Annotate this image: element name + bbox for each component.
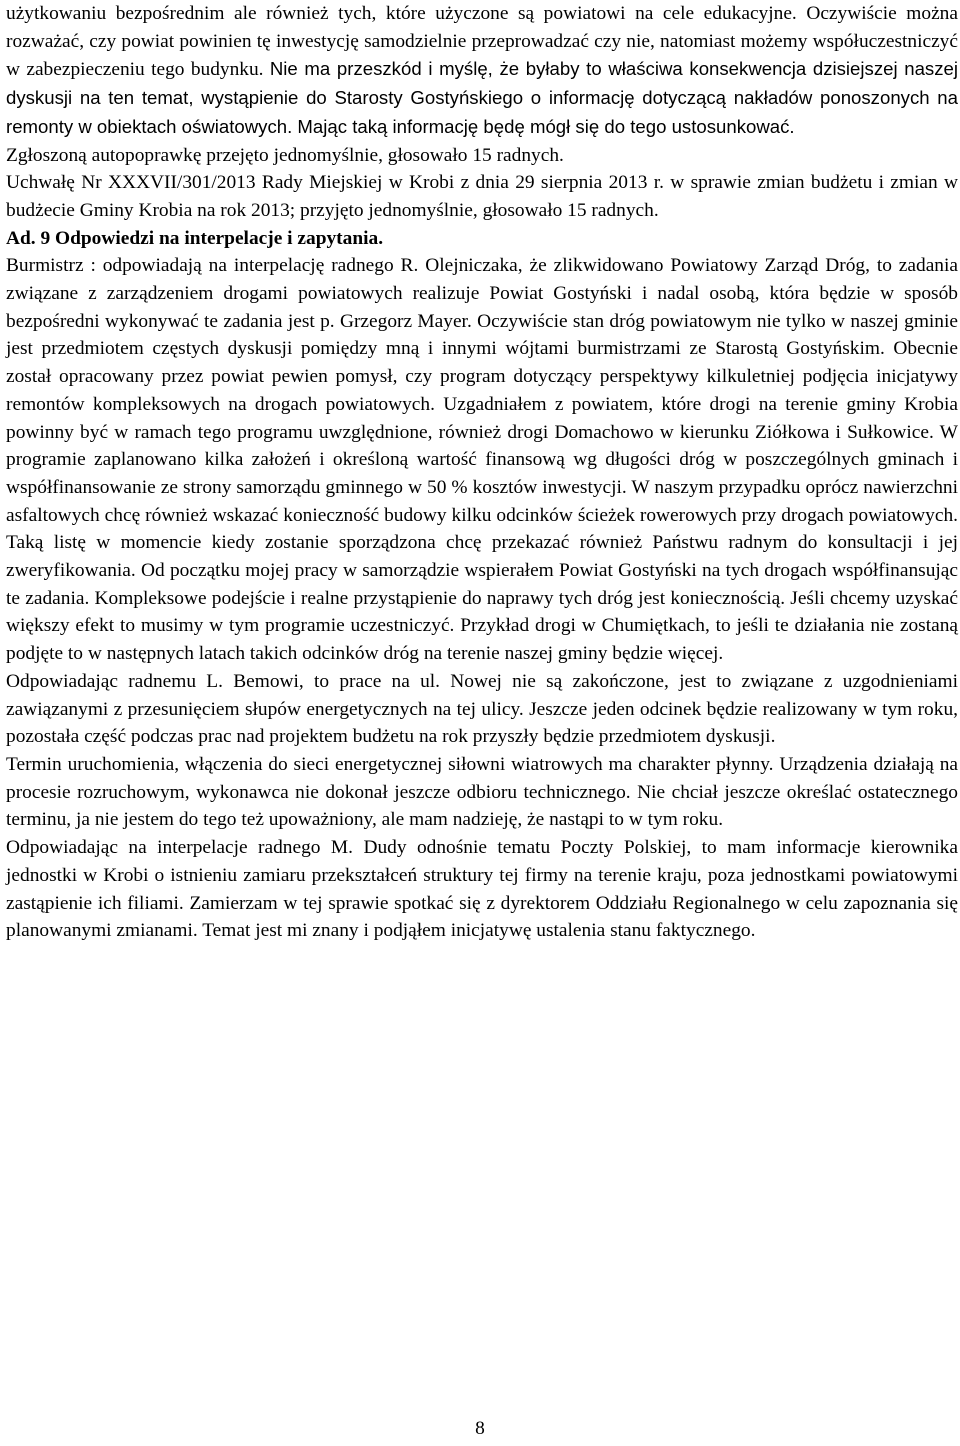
- paragraph-resolution: Uchwałę Nr XXXVII/301/2013 Rady Miejskiej w Krobi z dnia 29 sierpnia 2013 r. w sprawie zmian budżetu i zmian w budżecie Gminy Krobia na rok 2013; przyjęto jednomyślnie, głosowało 15 radnych.: [6, 172, 958, 221]
- section-heading: Ad. 9 Odpowiedzi na interpelacje i zapytania.: [6, 227, 384, 249]
- paragraph-budget-discussion: [6, 0, 958, 142]
- paragraph-post-office-answer: Odpowiadając na interpelacje radnego M. Dudy odnośnie tematu Poczty Polskiej, to mam informacje kierownika jednostki w Krobi o istnieniu zamiaru przekształceń struktury tej firmy na terenie kraju, poza jednostkami powiatowymi zastąpienie ich filiami. Zamierzam w tej sprawie spotkać się z dyrektorem Oddziału Regionalnego w celu zapoznania się planowanymi zmianami. Temat jest mi znany i podjąłem inicjatywę ustalenia stanu faktycznego.: [6, 837, 958, 942]
- page-number: 8: [475, 1418, 485, 1439]
- paragraph-segment-serif: użytkowaniu bezpośrednim ale również tych, które użyczone są powiatowi na cele edukacyjne. Oczywiście można rozważać, czy powiat powinien tę inwestycję samodzielnie przeprowadzać czy nie, natomiast możemy współuczestniczyć w zabezpieczeniu tego budynku.: [6, 3, 958, 81]
- paragraph-autopoprawka-vote: Zgłoszoną autopoprawkę przejęto jednomyślnie, głosowało 15 radnych.: [6, 144, 564, 166]
- document-page: [6, 0, 958, 945]
- paragraph-roads-answer: Burmistrz : odpowiadają na interpelację radnego R. Olejniczaka, że zlikwidowano Powiatowy Zarząd Dróg, to zadania związane z zarządzeniem drogami powiatowych realizuje Powiat Gostyński i nadal osobą, która będzie w sposób bezpośredni wykonywać te zadania jest p. Grzegorz Mayer. Oczywiście stan dróg powiatowym nie tylko w naszej gminie jest przedmiotem częstych dyskusji pomiędzy mną i innymi wójtami burmistrzami ze Starostą Gostyńskim. Obecnie został opracowany przez powiat pewien pomysł, czy program dotyczący perspektywy kilkuletniej podjęcia inicjatywy remontów kompleksowych na drogach powiatowych. Uzgadniałem z powiatem, które drogi na terenie gminy Krobia powinny być w ramach tego programu uwzględnione, również drogi Domachowo w kierunku Ziółkowa i Sułkowice. W programie zaplanowano kilka założeń i określoną wartość finansową wg długości dróg w poszczególnych gminach i współfinansowanie ze strony samorządu gminnego w 50 % kosztów inwestycji. W naszym przypadku oprócz nawierzchni asfaltowych chcę również wskazać konieczność budowy kilku odcinków ścieżek rowerowych przy drogach powiatowych. Taką listę w momencie kiedy zostanie sporządzona chcę przekazać również Państwu radnym do konsultacji i jej zweryfikowania. Od początku mojej pracy w samorządzie wspierałem Powiat Gostyński na tych drogach współfinansując te zadania. Kompleksowe podejście i realne przystąpienie do naprawy tych dróg jest koniecznością. Jeśli chcemy uzyskać większy efekt to musimy w tym programie uczestniczyć. Przykład drogi w Chumiętkach, to jeśli te działania nie zostaną podjęte to w następnych latach takich odcinków dróg na terenie naszej gminy będzie więcej.: [6, 255, 958, 665]
- paragraph-wind-turbines: Termin uruchomienia, włączenia do sieci energetycznej siłowni wiatrowych ma charakter płynny. Urządzenia działają na procesie rozruchowym, wykonawca nie dokonał jeszcze odbioru technicznego. Nie chciał jeszcze określać ostatecznego terminu, ja nie jestem do tego też upoważniony, ale mam nadzieję, że nastąpi to w tym roku.: [6, 753, 958, 831]
- paragraph-nowa-street-answer: Odpowiadając radnemu L. Bemowi, to prace na ul. Nowej nie są zakończone, jest to związane z uzgodnieniami zawiązanymi z przesunięciem słupów energetycznych na tej ulicy. Jeszcze jeden odcinek będzie realizowany w tym roku, pozostała część podczas prac nad projektem budżetu na rok przyszły będzie przedmiotem dyskusji.: [6, 670, 958, 748]
- paragraph-segment-sans: Nie ma przeszkód i myślę, że byłaby to właściwa konsekwencja dzisiejszej naszej dyskusji na ten temat, wystąpienie do Starosty Gostyńskiego o informację dotyczącą nakładów ponoszonych na remonty w obiektach oświatowych. Mając taką informację będę mógł się do tego ustosunkować.: [6, 58, 958, 137]
